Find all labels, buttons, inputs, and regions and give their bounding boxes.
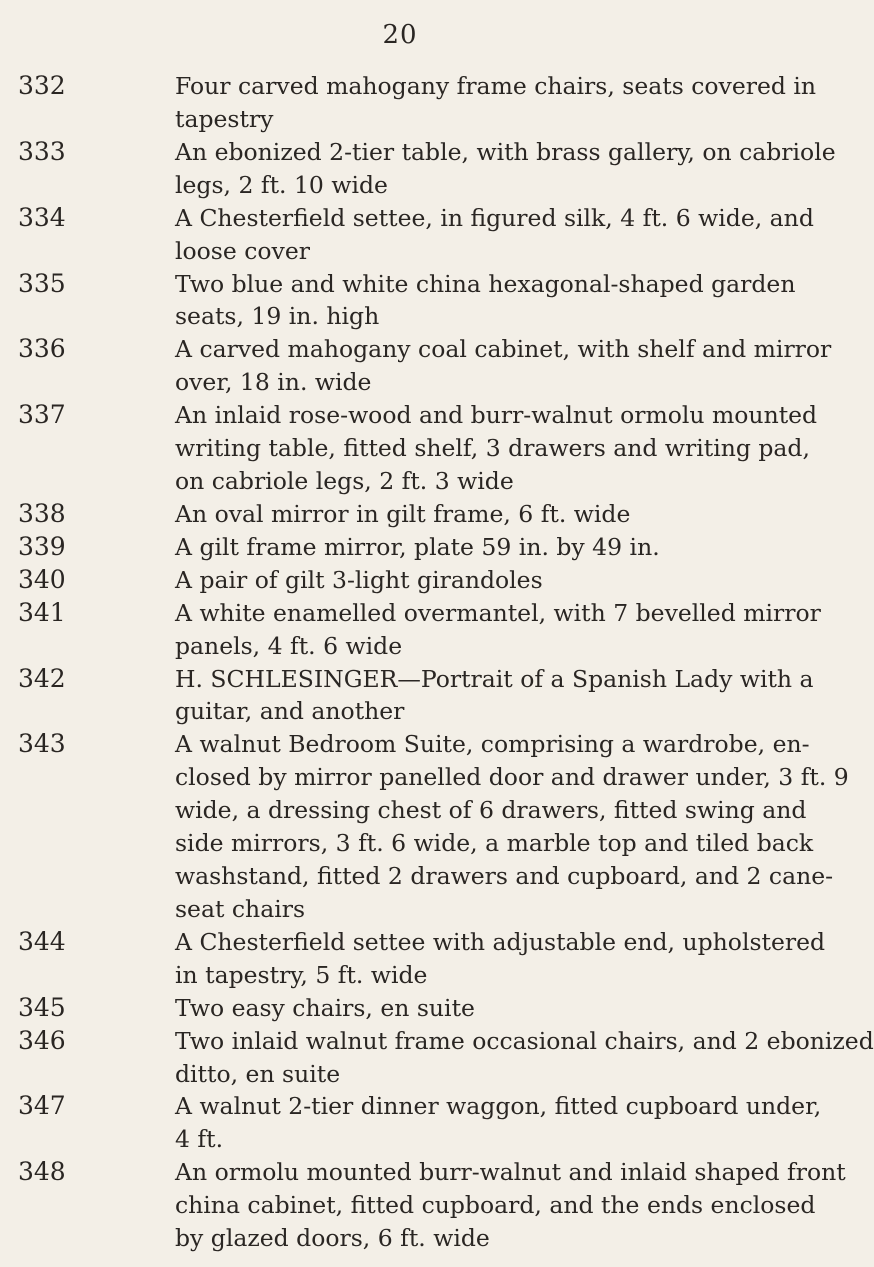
lot-description-line: 4 ft. <box>175 1125 224 1154</box>
lot-description-line: over, 18 in. wide <box>175 368 372 397</box>
lot-description-line: Two inlaid walnut frame occasional chairs, and 2 ebonized <box>175 1026 874 1055</box>
lot-number: 335 <box>18 268 66 298</box>
lot-number: 347 <box>18 1091 66 1121</box>
lot-description-line: Two blue and white china hexagonal-shaped garden <box>175 269 796 298</box>
lot-description-line: seat chairs <box>175 894 306 923</box>
lot-description-line: Two easy chairs, en suite <box>175 993 475 1022</box>
lot-description <box>175 597 821 663</box>
lot-description-line: in tapestry, 5 ft. wide <box>175 960 428 989</box>
lot-description <box>175 1025 874 1091</box>
lot-description-line: by glazed doors, 6 ft. wide <box>175 1224 490 1253</box>
lot-description <box>175 498 793 531</box>
lot-description <box>175 399 818 498</box>
lot-description <box>175 663 814 729</box>
lot-number: 333 <box>18 136 66 166</box>
lot-description <box>175 564 793 597</box>
lot-description-line: A walnut 2-tier dinner waggon, fitted cupboard under, <box>175 1092 822 1121</box>
lot-number: 334 <box>18 202 66 232</box>
lot-description-line: guitar, and another <box>175 697 405 726</box>
lot-description <box>175 136 836 202</box>
lot-description-line: H. SCHLESINGER—Portrait of a Spanish Lady with a <box>175 664 814 693</box>
lot-number: 343 <box>18 729 66 759</box>
lot-description <box>175 1156 846 1255</box>
lot-description-line: A Chesterfield settee with adjustable end, upholstered <box>175 927 826 956</box>
lot-description-line: side mirrors, 3 ft. 6 wide, a marble top and tiled back <box>175 829 814 858</box>
lot-number: 346 <box>18 1025 66 1055</box>
lot-description-line: on cabriole legs, 2 ft. 3 wide <box>175 467 514 495</box>
lot-description-line: A Chesterfield settee, in figured silk, 4 ft. 6 wide, and <box>175 203 814 232</box>
lot-description-line: An ormolu mounted burr-walnut and inlaid shaped front <box>175 1158 846 1187</box>
page-number: 20 <box>382 20 418 50</box>
lot-description <box>175 728 849 926</box>
lot-description-line: legs, 2 ft. 10 wide <box>175 170 388 199</box>
lot-number: 341 <box>18 597 66 627</box>
lot-description-line: A gilt frame mirror, plate 59 in. by 49 in. <box>175 532 660 561</box>
lot-description-line: A carved mahogany coal cabinet, with shelf and mirror <box>175 335 832 364</box>
lot-description <box>175 926 826 992</box>
lot-description-line: A white enamelled overmantel, with 7 bevelled mirror <box>175 598 821 627</box>
lot-description <box>175 531 793 564</box>
lot-description-line: loose cover <box>175 236 310 265</box>
lot-description-line: seats, 19 in. high <box>175 302 380 331</box>
lot-description-line: A walnut Bedroom Suite, comprising a wardrobe, en- <box>175 730 810 759</box>
lot-description-line: wide, a dressing chest of 6 drawers, fitted swing and <box>175 796 807 825</box>
lot-description <box>175 992 793 1025</box>
lot-description-line: panels, 4 ft. 6 wide <box>175 631 403 660</box>
lot-description <box>175 1090 822 1156</box>
lot-description-line: An inlaid rose-wood and burr-walnut ormolu mounted <box>175 401 818 430</box>
lot-description-line: Four carved mahogany frame chairs, seats covered in <box>175 72 817 100</box>
lot-description-line: A pair of gilt 3-light girandoles <box>175 565 543 594</box>
lot-number: 340 <box>18 564 66 594</box>
lot-description-line: closed by mirror panelled door and drawer under, 3 ft. 9 <box>175 763 849 792</box>
lot-description <box>175 202 814 268</box>
lot-description-line: tapestry <box>175 104 274 133</box>
lot-number: 344 <box>18 926 66 956</box>
lot-description <box>175 70 817 136</box>
lot-number: 332 <box>18 71 66 100</box>
lot-description <box>175 333 832 399</box>
lot-description-line: ditto, en suite <box>175 1059 341 1088</box>
lot-description <box>175 268 796 334</box>
lot-description-line: An ebonized 2-tier table, with brass gallery, on cabriole <box>175 137 836 166</box>
lot-number: 338 <box>18 498 66 528</box>
lot-number: 348 <box>18 1157 66 1187</box>
lot-description-line: writing table, fitted shelf, 3 drawers and writing pad, <box>175 434 810 463</box>
lot-description-line: washstand, fitted 2 drawers and cupboard, and 2 cane- <box>175 862 834 891</box>
lot-number: 342 <box>18 663 66 693</box>
lot-number: 345 <box>18 992 66 1022</box>
lot-number: 337 <box>18 400 66 430</box>
lot-description-line: china cabinet, fitted cupboard, and the ends enclosed <box>175 1191 816 1220</box>
lot-description-line: An oval mirror in gilt frame, 6 ft. wide <box>175 499 631 528</box>
lot-number: 336 <box>18 334 66 364</box>
lot-number: 339 <box>18 531 66 561</box>
